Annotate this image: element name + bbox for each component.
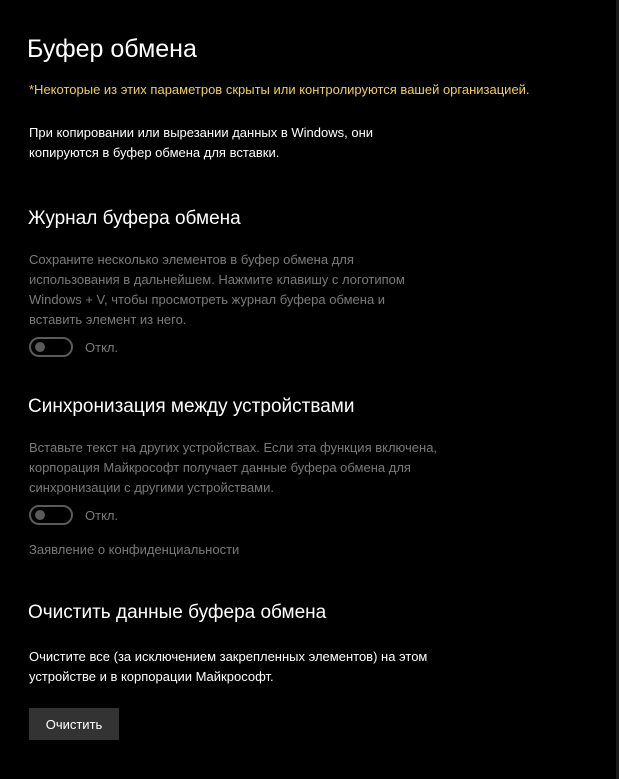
sync-heading: Синхронизация между устройствами [28, 396, 355, 417]
description-line: вставить элемент из него. [29, 312, 187, 327]
toggle-knob [35, 342, 45, 352]
description-line: устройстве и в корпорации Майкрософт. [29, 669, 274, 684]
privacy-statement-link[interactable]: Заявление о конфиденциальности [29, 542, 240, 557]
sync-description [29, 438, 437, 498]
clipboard-history-description [29, 250, 405, 330]
clipboard-history-heading: Журнал буфера обмена [28, 208, 241, 229]
description-line: использования в дальнейшем. Нажмите клавишу с логотипом [29, 272, 405, 287]
toggle-knob [35, 510, 45, 520]
clear-clipboard-button[interactable]: Очистить [29, 708, 119, 740]
clipboard-history-toggle[interactable] [29, 337, 73, 357]
sync-toggle-row [29, 505, 118, 525]
description-line: Windows + V, чтобы просмотреть журнал буфера обмена и [29, 292, 386, 307]
description-line: корпорация Майкрософт получает данные буфера обмена для [29, 460, 411, 475]
organization-managed-notice: *Некоторые из этих параметров скрыты или контролируются вашей организацией. [29, 82, 530, 97]
description-line: Очистите все (за исключением закрепленных элементов) на этом [29, 649, 428, 664]
clear-clipboard-description [29, 647, 427, 687]
sync-toggle-label: Откл. [85, 507, 119, 523]
intro-text-line: При копировании или вырезании данных в Windows, они [29, 125, 374, 140]
page-title: Буфер обмена [27, 35, 197, 63]
clipboard-history-toggle-label: Откл. [85, 339, 119, 355]
description-line: Сохраните несколько элементов в буфер обмена для [29, 252, 354, 267]
intro-text [29, 123, 373, 163]
clipboard-history-toggle-row [29, 337, 118, 357]
sync-toggle[interactable] [29, 505, 73, 525]
intro-text-line: копируются в буфер обмена для вставки. [29, 145, 280, 160]
clear-clipboard-heading: Очистить данные буфера обмена [28, 602, 327, 623]
description-line: синхронизации с другими устройствами. [29, 480, 274, 495]
description-line: Вставьте текст на других устройствах. Если эта функция включена, [29, 440, 438, 455]
